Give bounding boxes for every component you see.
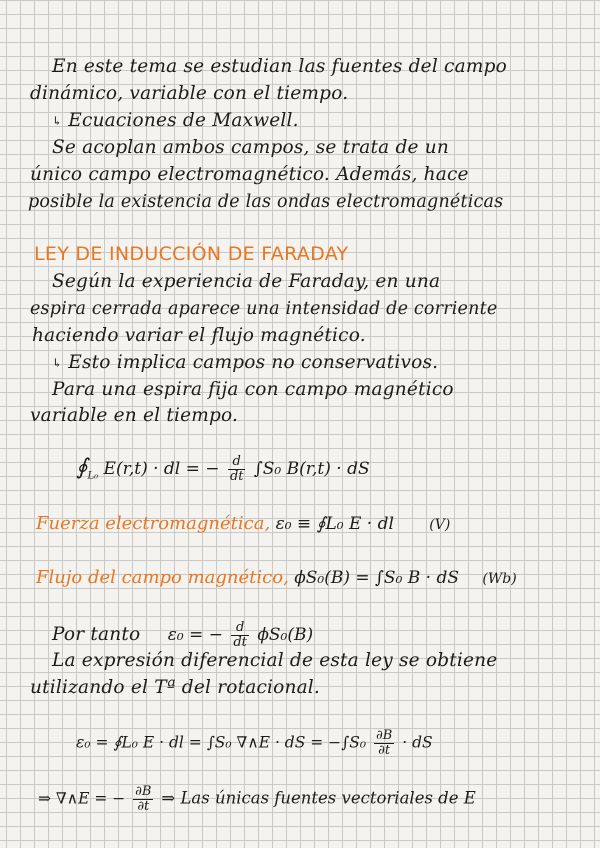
contour-integral-symbol: ∮	[76, 455, 88, 480]
intro-line-2: dinámico, variable con el tiempo.	[30, 83, 349, 104]
body-line-4	[52, 352, 438, 374]
flux-equation: ϕS₀(B) = ∫S₀ B · dS	[294, 568, 460, 588]
intro-line-3	[52, 110, 299, 132]
eq1-body: E(r,t) · dl = −	[103, 459, 220, 479]
final-fraction: $\frac{\partial B}{\partial t}$	[135, 784, 152, 814]
intro-line-3-text: Ecuaciones de Maxwell.	[68, 110, 299, 131]
body-line-1: Según la experiencia de Faraday, en una	[52, 271, 441, 292]
eq1-right: ∫S₀ B(r,t) · dS	[253, 459, 370, 479]
por-tanto-right: ϕS₀(B)	[257, 625, 314, 645]
eq1-fraction: $\frac{d}{dt}$	[229, 454, 244, 484]
intro-line-1: En este tema se estudian las fuentes del campo	[52, 56, 507, 77]
rotational-fraction: $\frac{\partial B}{\partial t}$	[376, 728, 393, 758]
body-line-6: variable en el tiempo.	[30, 405, 239, 426]
por-tanto-equation	[52, 621, 313, 650]
fem-unit: (V)	[429, 517, 451, 533]
por-tanto-left: ε₀ = −	[167, 625, 223, 645]
fem-definition	[36, 513, 450, 536]
flux-unit: (Wb)	[482, 571, 517, 587]
intro-line-4: Se acoplan ambos campos, se trata de un	[52, 137, 449, 158]
body-line-2: espira cerrada aparece una intensidad de corriente	[30, 299, 498, 319]
sub-arrow-icon: ↳	[52, 356, 63, 370]
contour-subscript: L₀	[87, 470, 99, 482]
final-text: ⇒ Las únicas fuentes vectoriales de E	[161, 788, 476, 808]
flux-label: Flujo del campo magnético,	[36, 567, 289, 588]
body-line-5: Para una espira fija con campo magnético	[52, 379, 454, 400]
intro-line-5: único campo electromagnético. Además, hace	[30, 164, 469, 185]
conclusion-line-1: La expresión diferencial de esta ley se obtiene	[52, 650, 498, 671]
conclusion-line-2: utilizando el Tª del rotacional.	[30, 677, 320, 698]
body-line-3: haciendo variar el flujo magnético.	[32, 325, 366, 346]
por-tanto-label: Por tanto	[52, 624, 141, 645]
rotational-equation	[76, 729, 433, 758]
faraday-integral-equation	[76, 455, 370, 487]
rotational-left: ε₀ = ∮L₀ E · dl = ∫S₀ ∇∧E · dS = −∫S₀	[76, 733, 367, 752]
rotational-right: · dS	[402, 733, 433, 752]
final-prefix: ⇒ ∇∧E = −	[38, 789, 126, 808]
final-statement	[38, 785, 476, 814]
section-title: LEY DE INDUCCIÓN DE FARADAY	[34, 243, 349, 265]
fem-label: Fuerza electromagnética,	[36, 513, 271, 534]
por-tanto-fraction: $\frac{d}{dt}$	[233, 620, 247, 650]
body-line-4-text: Esto implica campos no conservativos.	[68, 352, 439, 373]
sub-arrow-icon: ↳	[52, 114, 63, 128]
flux-definition	[36, 567, 517, 590]
fem-equation: ε₀ ≡ ∮L₀ E · dl	[275, 514, 394, 534]
intro-line-6: posible la existencia de las ondas electromagnéticas	[28, 192, 504, 212]
